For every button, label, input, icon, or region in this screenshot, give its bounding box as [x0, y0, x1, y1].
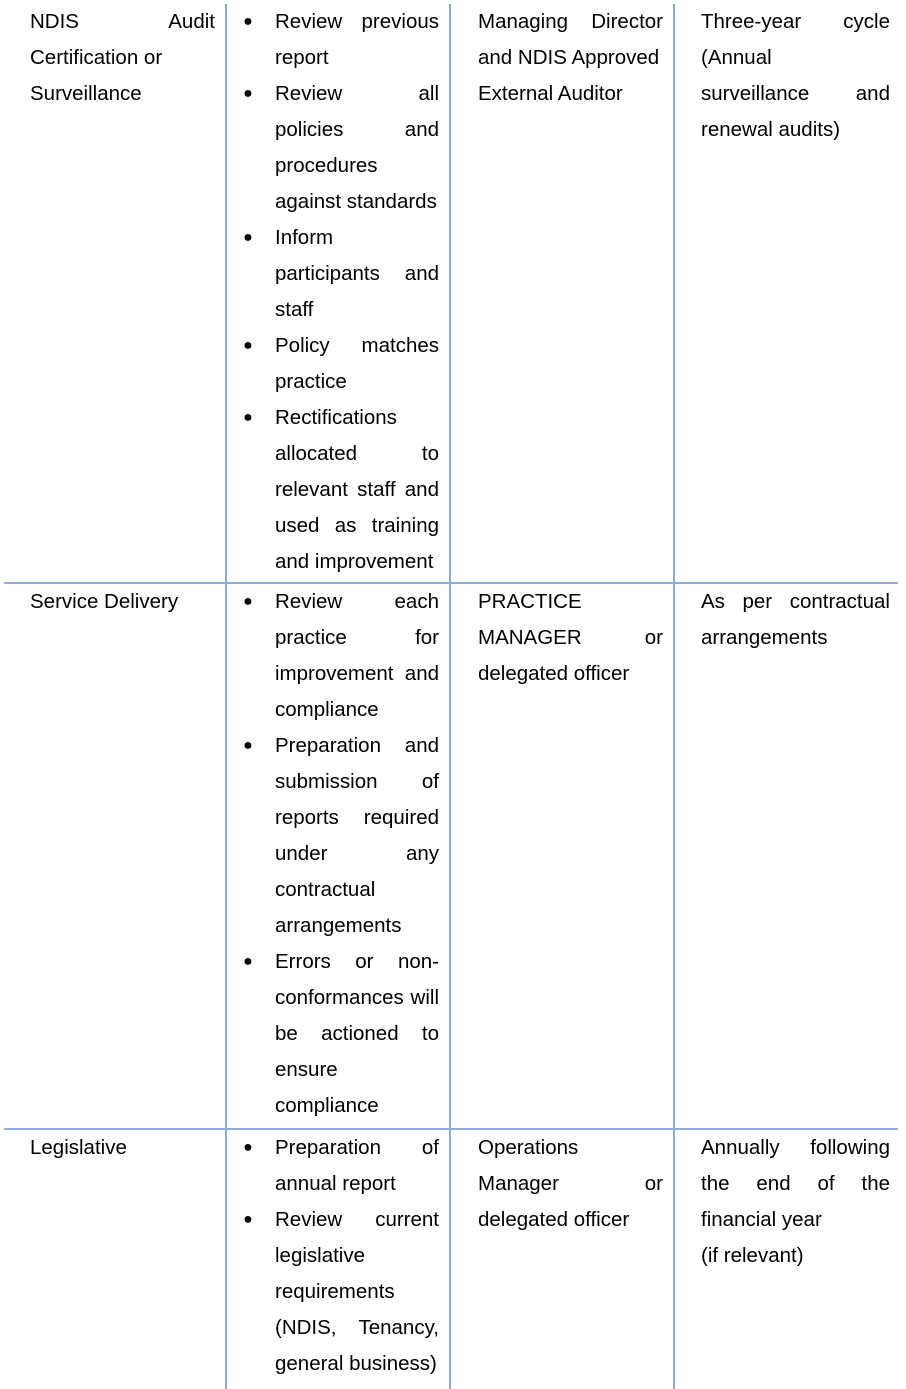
bullet-icon: ● — [243, 737, 253, 754]
responsibility-line: delegated officer — [478, 1208, 630, 1231]
frequency-line: surveillance and — [701, 82, 890, 105]
bullet-icon: ● — [243, 593, 253, 610]
actions-list — [241, 4, 439, 580]
action-text: Review all policies and procedures against standards — [275, 82, 439, 213]
audit-schedule-table — [4, 4, 898, 1389]
action-text: Review each practice for improvement and compliance — [275, 590, 439, 721]
list-item — [241, 76, 439, 220]
list-item — [241, 328, 439, 400]
frequency-line: arrangements — [701, 626, 828, 649]
frequency-line: Three-year cycle — [701, 10, 890, 33]
area-line: Surveillance — [30, 82, 142, 105]
area-line: Service Delivery — [30, 590, 179, 613]
actions-cell — [226, 583, 450, 1129]
area-line: Certification or — [30, 46, 163, 69]
responsibility-line: and NDIS Approved — [478, 46, 660, 69]
frequency-cell — [674, 583, 898, 1129]
frequency-line: financial year — [701, 1208, 822, 1231]
action-text: Inform participants and staff — [275, 226, 439, 321]
action-text: Review previous report — [275, 10, 439, 69]
list-item — [241, 220, 439, 328]
bullet-icon: ● — [243, 337, 253, 354]
list-item — [241, 584, 439, 728]
area-cell — [4, 4, 226, 583]
responsibility-cell — [450, 583, 674, 1129]
bullet-icon: ● — [243, 953, 253, 970]
actions-cell — [226, 1129, 450, 1389]
list-item — [241, 400, 439, 580]
bullet-icon: ● — [243, 409, 253, 426]
responsibility-line: Manager or — [478, 1172, 663, 1195]
table-row — [4, 583, 898, 1129]
frequency-line: (Annual — [701, 46, 772, 69]
area-line: NDIS Audit — [30, 10, 215, 33]
area-line: Legislative — [30, 1136, 127, 1159]
bullet-icon: ● — [243, 13, 253, 30]
responsibility-line: External Auditor — [478, 82, 623, 105]
responsibility-line: PRACTICE — [478, 590, 582, 613]
frequency-line: (if relevant) — [701, 1244, 804, 1267]
bullet-icon: ● — [243, 229, 253, 246]
frequency-line: Annually following — [701, 1136, 890, 1159]
area-cell — [4, 1129, 226, 1389]
bullet-icon: ● — [243, 85, 253, 102]
area-cell — [4, 583, 226, 1129]
frequency-line: the end of the — [701, 1172, 890, 1195]
responsibility-line: MANAGER or — [478, 626, 663, 649]
action-text: Preparation and submission of reports required under any contractual arrangements — [275, 734, 439, 937]
frequency-line: renewal audits) — [701, 118, 841, 141]
list-item — [241, 728, 439, 944]
action-text: Review current legislative requirements (NDIS, Tenancy, general business) — [275, 1208, 439, 1375]
bullet-icon: ● — [243, 1211, 253, 1228]
responsibility-line: delegated officer — [478, 662, 630, 685]
table-row — [4, 1129, 898, 1389]
list-item — [241, 1130, 439, 1202]
actions-list — [241, 1130, 439, 1382]
list-item — [241, 4, 439, 76]
action-text: Policy matches practice — [275, 334, 439, 393]
responsibility-line: Managing Director — [478, 10, 663, 33]
action-text: Rectifications allocated to relevant staff and used as training and improvement — [275, 406, 439, 573]
frequency-cell — [674, 4, 898, 583]
responsibility-cell — [450, 4, 674, 583]
action-text: Errors or non-conformances will be actioned to ensure compliance — [275, 950, 439, 1117]
bullet-icon: ● — [243, 1139, 253, 1156]
frequency-line: As per contractual — [701, 590, 890, 613]
responsibility-cell — [450, 1129, 674, 1389]
action-text: Preparation of annual report — [275, 1136, 439, 1195]
actions-list — [241, 584, 439, 1124]
list-item — [241, 1202, 439, 1382]
responsibility-line: Operations — [478, 1136, 579, 1159]
frequency-cell — [674, 1129, 898, 1389]
list-item — [241, 944, 439, 1124]
actions-cell — [226, 4, 450, 583]
table-row — [4, 4, 898, 583]
